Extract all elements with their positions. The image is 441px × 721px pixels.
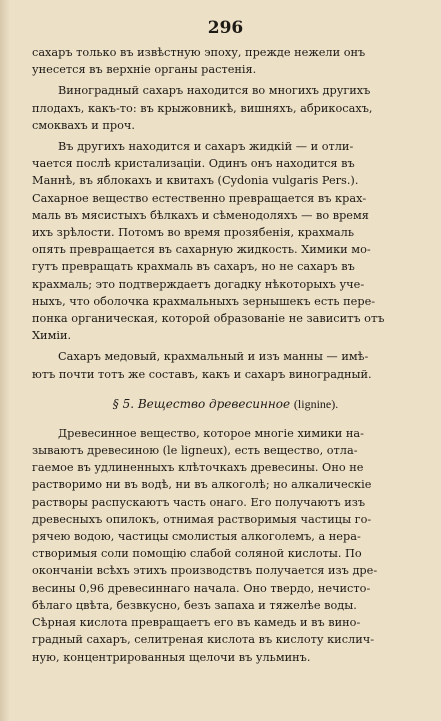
text-line: градный сахаръ, селитреная кислота въ кислоту кислич-	[32, 633, 375, 647]
text-line: плодахъ, какъ-то: въ крыжовникѣ, вишняхъ, абрикосахъ,	[32, 101, 373, 115]
section-latin-name: (lignine).	[293, 396, 339, 411]
text-line: рячею водою, частицы смолистыя алкоголемъ, а нера-	[32, 530, 361, 544]
text-line: Маннѣ, въ яблокахъ и квитахъ (Cydonia vulgaris Pers.).	[32, 174, 359, 188]
text-line: сахаръ только въ извѣстную эпоху, прежде нежели онъ	[32, 46, 366, 59]
text-line: чается послѣ кристализаціи. Одинъ онъ находится въ	[32, 157, 355, 171]
paragraph-grape-sugar	[32, 82, 419, 134]
text-line: зываютъ древесиною (le ligneux), есть вещество, отла-	[32, 444, 358, 458]
text-line: гаемое въ удлиненныхъ клѣточкахъ древесины. Оно не	[32, 461, 364, 475]
text-line: ную, концентрированныя щелочи въ ульминъ.	[32, 650, 311, 664]
text-line: ютъ почти тотъ же составъ, какъ и сахаръ виноградный.	[32, 367, 372, 381]
section-heading	[32, 395, 419, 413]
text-line: Въ другихъ находится и сахаръ жидкій — и отли-	[58, 140, 354, 154]
text-line: Химіи.	[32, 329, 72, 343]
paragraph-lignine	[32, 425, 419, 666]
text-line: смоквахъ и проч.	[32, 118, 135, 132]
text-line: Сахаръ медовый, крахмальный и изъ манны — имѣ-	[58, 350, 369, 364]
text-line: растворы распускаютъ часть онаго. Его получаютъ изъ	[32, 495, 366, 509]
text-line: весины 0,96 древесиннаго начала. Оно твердо, нечисто-	[32, 581, 371, 595]
text-line: створимыя соли помощію слабой соляной кислоты. По	[32, 547, 362, 561]
text-line: растворимо ни въ водѣ, ни въ алкоголѣ; но алкалическіе	[32, 478, 372, 492]
text-line: гутъ превращать крахмаль въ сахаръ, но не сахаръ въ	[32, 260, 355, 274]
text-line: древесныхъ опилокъ, отнимая растворимыя частицы го-	[32, 512, 372, 526]
text-line: Сахарное вещество естественно превращается въ крах-	[32, 191, 367, 205]
text-line: Сѣрная кислота превращаетъ его въ камедь и въ вино-	[32, 616, 361, 630]
paragraph-sugar-epoch	[32, 44, 419, 78]
text-line: Древесинное вещество, которое многіе химики на-	[58, 426, 364, 440]
paragraph-honey-sugar	[32, 348, 419, 382]
text-line: унесется въ верхніе органы растенія.	[32, 63, 257, 77]
paragraph-liquid-sugar	[32, 138, 419, 344]
section-title: Вещество древесинное	[137, 396, 291, 411]
text-line: бѣлаго цвѣта, безвкусно, безъ запаха и тяжелѣе воды.	[32, 598, 357, 612]
text-line: окончаніи всѣхъ этихъ производствъ получается изъ дре-	[32, 564, 378, 578]
text-line: опять превращается въ сахарную жидкость. Химики мо-	[32, 243, 371, 257]
lower-text-block	[32, 425, 419, 666]
text-line: ныхъ, что оболочка крахмальныхъ зернышекъ есть пере-	[32, 294, 376, 308]
upper-text-block	[32, 44, 419, 383]
text-line: Виноградный сахаръ находится во многихъ другихъ	[58, 84, 371, 98]
text-line: маль въ мясистыхъ бѣлкахъ и сѣменодоляхъ — во время	[32, 208, 369, 222]
page-number: 296	[207, 18, 244, 38]
section-number: § 5.	[112, 396, 135, 411]
text-line: понка органическая, которой образованіе не зависитъ отъ	[32, 312, 385, 326]
text-line: ихъ зрѣлости. Потомъ во время прозябенія, крахмаль	[32, 226, 354, 240]
text-line: крахмаль; это подтверждаетъ догадку нѣкоторыхъ уче-	[32, 277, 365, 291]
